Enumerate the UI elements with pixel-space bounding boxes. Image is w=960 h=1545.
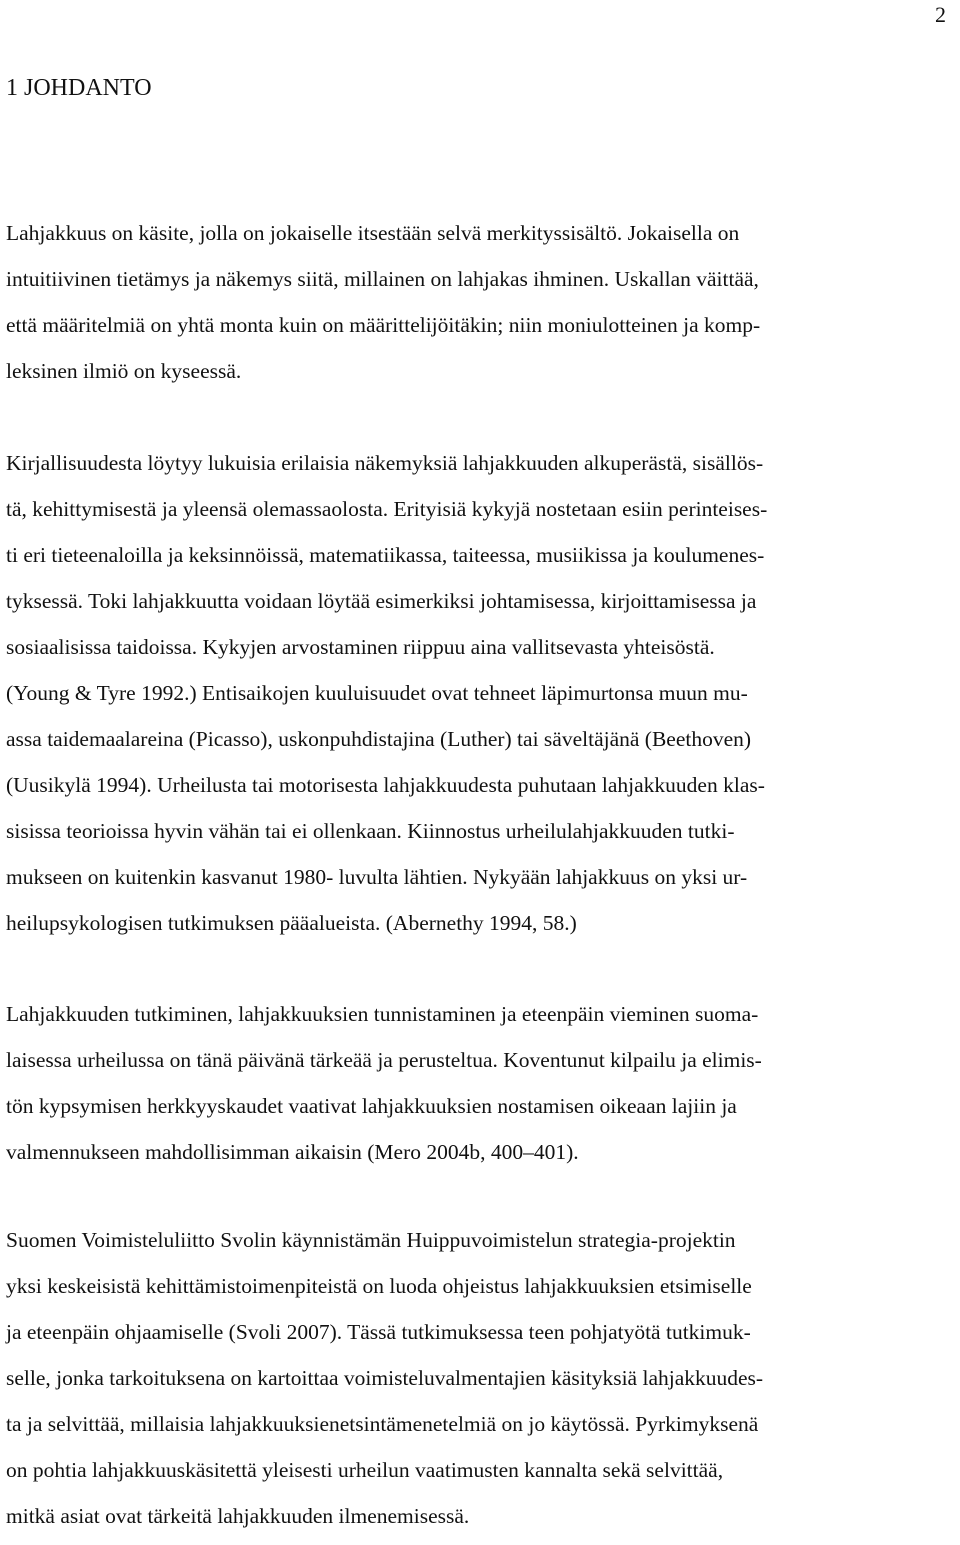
text-line: Kirjallisuudesta löytyy lukuisia erilaisia näkemyksiä lahjakkuuden alkuperästä, sisällös-: [6, 451, 764, 475]
paragraph-4: [6, 1217, 960, 1539]
text-line: tön kypsymisen herkkyyskaudet vaativat lahjakkuuksien nostamisen oikeaan lajiin ja: [6, 1094, 737, 1118]
paragraph-1: [6, 210, 960, 394]
text-line: tä, kehittymisestä ja yleensä olemassaolosta. Erityisiä kykyjä nostetaan esiin perinteises-: [6, 497, 768, 521]
text-line: Lahjakkuuden tutkiminen, lahjakkuuksien tunnistaminen ja eteenpäin vieminen suoma-: [6, 1002, 759, 1026]
text-line: (Uusikylä 1994). Urheilusta tai motorisesta lahjakkuudesta puhutaan lahjakkuuden klas-: [6, 773, 765, 797]
paragraph-3: [6, 991, 960, 1175]
text-line: ta ja selvittää, millaisia lahjakkuuksienetsintämenetelmiä on jo käytössä. Pyrkimyksenä: [6, 1412, 759, 1436]
body-text: [6, 210, 960, 1539]
text-line: ja eteenpäin ohjaamiselle (Svoli 2007). Tässä tutkimuksessa teen pohjatyötä tutkimuk-: [6, 1320, 751, 1344]
text-line: mukseen on kuitenkin kasvanut 1980- luvulta lähtien. Nykyään lahjakkuus on yksi ur-: [6, 865, 748, 889]
text-line: ti eri tieteenaloilla ja keksinnöissä, matematiikassa, taiteessa, musiikissa ja koulumenes-: [6, 543, 765, 567]
text-line: valmennukseen mahdollisimman aikaisin (Mero 2004b, 400–401).: [6, 1140, 579, 1164]
text-line: sisissa teorioissa hyvin vähän tai ei ollenkaan. Kiinnostus urheilulahjakkuuden tutki-: [6, 819, 735, 843]
text-line: intuitiivinen tietämys ja näkemys siitä, millainen on lahjakas ihminen. Uskallan väittää,: [6, 267, 759, 291]
text-line: Suomen Voimisteluliitto Svolin käynnistämän Huippuvoimistelun strategia-projektin: [6, 1228, 736, 1252]
text-line: laisessa urheilussa on tänä päivänä tärkeää ja perusteltua. Koventunut kilpailu ja elimis-: [6, 1048, 762, 1072]
text-line: sosiaalisissa taidoissa. Kykyjen arvostaminen riippuu aina vallitsevasta yhteisöstä.: [6, 635, 715, 659]
text-line: yksi keskeisistä kehittämistoimenpiteistä on luoda ohjeistus lahjakkuuksien etsimiselle: [6, 1274, 752, 1298]
text-line: Lahjakkuus on käsite, jolla on jokaiselle itsestään selvä merkityssisältö. Jokaisella on: [6, 221, 740, 245]
text-line: mitkä asiat ovat tärkeitä lahjakkuuden ilmenemisessä.: [6, 1504, 470, 1528]
text-line: tyksessä. Toki lahjakkuutta voidaan löytää esimerkiksi johtamisessa, kirjoittamisessa ja: [6, 589, 757, 613]
text-line: leksinen ilmiö on kyseessä.: [6, 359, 242, 383]
text-line: (Young & Tyre 1992.) Entisaikojen kuuluisuudet ovat tehneet läpimurtonsa muun mu-: [6, 681, 748, 705]
text-line: on pohtia lahjakkuuskäsitettä yleisesti urheilun vaatimusten kannalta sekä selvittää,: [6, 1458, 724, 1482]
text-line: assa taidemaalareina (Picasso), uskonpuhdistajina (Luther) tai säveltäjänä (Beethoven): [6, 727, 752, 751]
text-line: että määritelmiä on yhtä monta kuin on määrittelijöitäkin; niin moniulotteinen ja komp-: [6, 313, 761, 337]
text-line: heilupsykologisen tutkimuksen pääalueista. (Abernethy 1994, 58.): [6, 911, 577, 935]
text-line: selle, jonka tarkoituksena on kartoittaa voimisteluvalmentajien käsityksiä lahjakkuudes-: [6, 1366, 764, 1390]
paragraph-2: [6, 440, 960, 946]
chapter-heading: 1 JOHDANTO: [6, 75, 152, 101]
page-number: 2: [935, 2, 946, 27]
